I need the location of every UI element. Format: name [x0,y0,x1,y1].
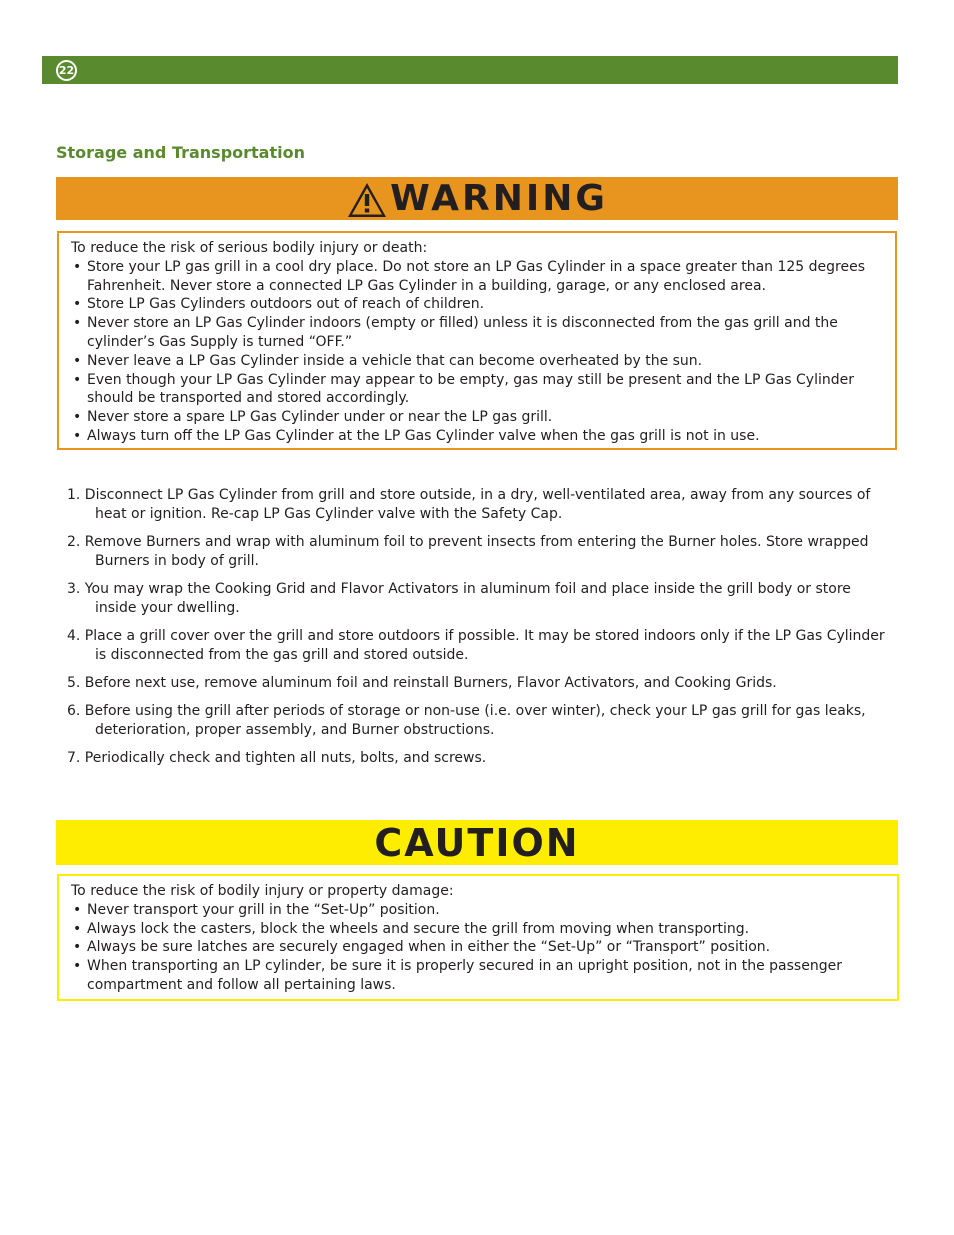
step-item: 3. You may wrap the Cooking Grid and Flavor Activators in aluminum foil and place inside the grill body or store inside your dwelling. [67,580,851,616]
warning-title: WARNING [390,178,608,219]
step-item: 6. Before using the grill after periods of storage or non-use (i.e. over winter), check your LP gas grill for gas leaks, deterioration, proper assembly, and Burner obstructions. [67,703,866,738]
caution-box [57,874,899,1001]
caution-title: CAUTION [374,820,580,865]
caution-item: • Never transport your grill in the “Set-Up” position. [71,901,887,920]
caution-item: • When transporting an LP cylinder, be sure it is properly secured in an upright position, not in the passenger compartment and follow all pertaining laws. [71,957,887,995]
section-title: Storage and Transportation [56,143,305,162]
step-item: 2. Remove Burners and wrap with aluminum foil to prevent insects from entering the Burner holes. Store wrapped Burners in body of grill. [67,533,869,569]
warning-item: • Store LP Gas Cylinders outdoors out of reach of children. [71,295,885,314]
warning-item: • Never store a spare LP Gas Cylinder under or near the LP gas grill. [71,408,885,427]
caution-intro: To reduce the risk of bodily injury or property damage: [71,883,454,899]
warning-triangle-icon [346,181,388,219]
warning-item: • Store your LP gas grill in a cool dry place. Do not store an LP Gas Cylinder in a space greater than 125 degrees Fahrenheit. Never store a connected LP Gas Cylinder in a building, garage, or any enclosed area. [71,258,885,296]
page-number: 22 [56,60,77,81]
warning-banner [56,177,898,220]
caution-banner [56,820,898,865]
caution-list [71,901,887,995]
step-item: 5. Before next use, remove aluminum foil and reinstall Burners, Flavor Activators, and Cooking Grids. [67,674,777,691]
storage-steps [67,486,889,777]
warning-list [71,258,885,446]
header-bar [42,56,898,84]
warning-box [57,231,897,450]
caution-item: • Always be sure latches are securely engaged when in either the “Set-Up” or “Transport” position. [71,938,887,957]
warning-item: • Always turn off the LP Gas Cylinder at the LP Gas Cylinder valve when the gas grill is not in use. [71,427,885,446]
step-item: 4. Place a grill cover over the grill and store outdoors if possible. It may be stored indoors only if the LP Gas Cylinder is disconnected from the gas grill and stored outside. [67,627,885,663]
step-item: 7. Periodically check and tighten all nuts, bolts, and screws. [67,750,487,767]
step-item: 1. Disconnect LP Gas Cylinder from grill and store outside, in a dry, well-ventilated area, away from any sources of heat or ignition. Re-cap LP Gas Cylinder valve with the Safety Cap. [67,487,871,522]
caution-item: • Always lock the casters, block the wheels and secure the grill from moving when transporting. [71,920,887,939]
warning-intro: To reduce the risk of serious bodily injury or death: [71,240,428,256]
warning-item: • Never store an LP Gas Cylinder indoors (empty or filled) unless it is disconnected from the gas grill and the cylinder’s Gas Supply is turned “OFF.” [71,314,885,352]
warning-item: • Never leave a LP Gas Cylinder inside a vehicle that can become overheated by the sun. [71,352,885,371]
warning-item: • Even though your LP Gas Cylinder may appear to be empty, gas may still be present and the LP Gas Cylinder should be transported and stored accordingly. [71,371,885,409]
